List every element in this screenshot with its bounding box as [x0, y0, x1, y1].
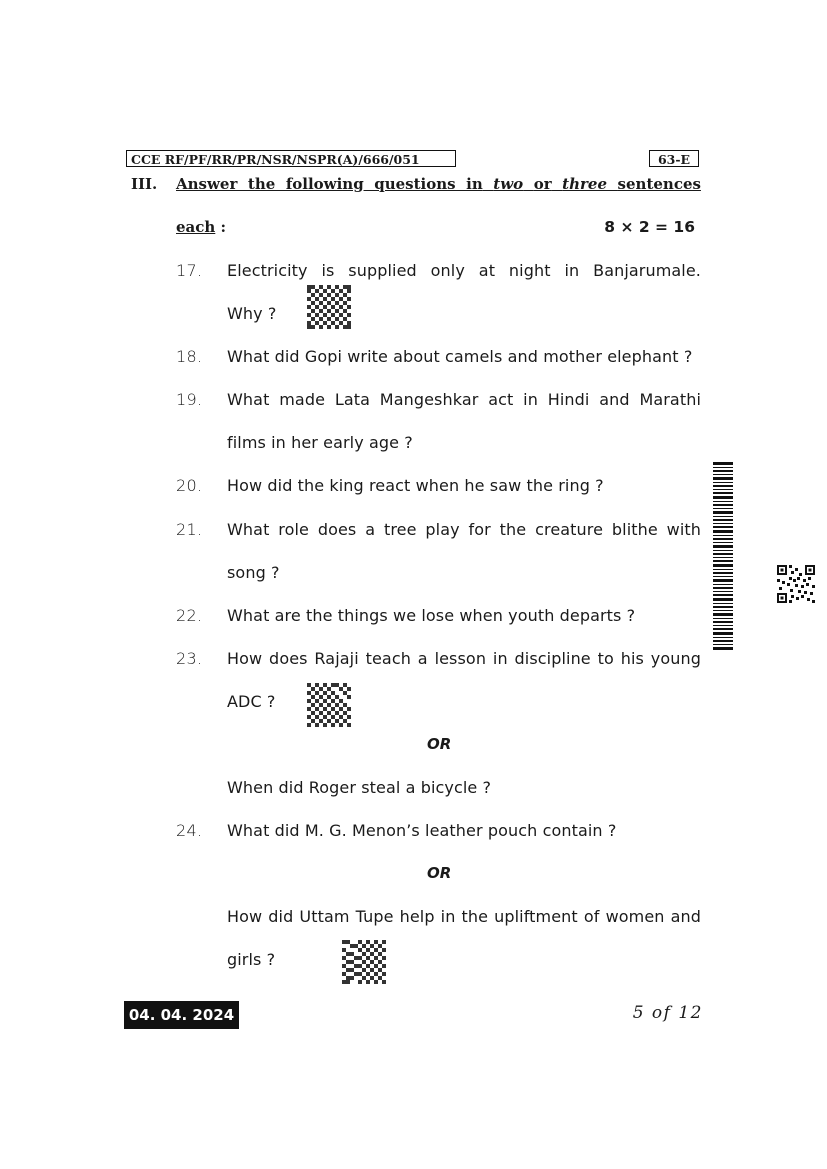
question-number-17: 17. [176, 261, 203, 280]
exam-date-badge: 04. 04. 2024 [124, 1001, 239, 1029]
question-17-line-1: Electricity is supplied only at night in Banjarumale. [227, 261, 701, 280]
question-19-line-2: films in her early age ? [227, 433, 413, 452]
qr-code-icon [342, 940, 386, 988]
question-number-24: 24. [176, 821, 203, 840]
paper-number-box: 63-E [649, 150, 699, 167]
qr-code-icon [307, 285, 351, 333]
question-number-18: 18. [176, 347, 203, 366]
question-18-line-1: What did Gopi write about camels and mother elephant ? [227, 347, 693, 366]
question-23-line-2: ADC ? [227, 692, 276, 711]
instruction-text: Answer the following questions in [176, 175, 483, 193]
question-24-alt-line-2: girls ? [227, 950, 276, 969]
paper-code-box: CCE RF/PF/RR/PR/NSR/NSPR(A)/666/051 [126, 150, 456, 167]
question-number-20: 20. [176, 476, 203, 495]
page-number: 5 of 12 [632, 1003, 703, 1023]
qr-code-icon [307, 683, 351, 731]
question-19-line-1: What made Lata Mangeshkar act in Hindi and Marathi [227, 390, 701, 409]
section-marks: 8 × 2 = 16 [604, 218, 695, 236]
question-number-21: 21. [176, 520, 203, 539]
question-24-line-1: What did M. G. Menon’s leather pouch contain ? [227, 821, 617, 840]
or-label: OR [427, 735, 452, 753]
instruction-two: two [493, 175, 524, 193]
question-22-line-1: What are the things we lose when youth departs ? [227, 606, 636, 625]
question-17-line-2: Why ? [227, 304, 277, 323]
question-21-line-1: What role does a tree play for the creature blithe with [227, 520, 701, 539]
instruction-colon: : [220, 218, 227, 236]
question-23-alternative: When did Roger steal a bicycle ? [227, 778, 492, 797]
instruction-sentences: sentences [617, 175, 701, 193]
instruction-or: or [533, 175, 552, 193]
question-21-line-2: song ? [227, 563, 280, 582]
section-instruction-cont [176, 218, 226, 236]
instruction-each: each [176, 218, 216, 236]
question-number-22: 22. [176, 606, 203, 625]
question-number-23: 23. [176, 649, 203, 668]
section-number: III. [131, 175, 158, 193]
question-number-19: 19. [176, 390, 203, 409]
qr-code-icon [777, 565, 815, 607]
instruction-three: three [562, 175, 607, 193]
barcode-icon [713, 462, 733, 654]
section-instruction [176, 175, 701, 193]
question-23-line-1: How does Rajaji teach a lesson in discipline to his young [227, 649, 701, 668]
question-20-line-1: How did the king react when he saw the ring ? [227, 476, 604, 495]
question-24-alt-line-1: How did Uttam Tupe help in the upliftment of women and [227, 907, 701, 926]
or-label: OR [427, 864, 452, 882]
